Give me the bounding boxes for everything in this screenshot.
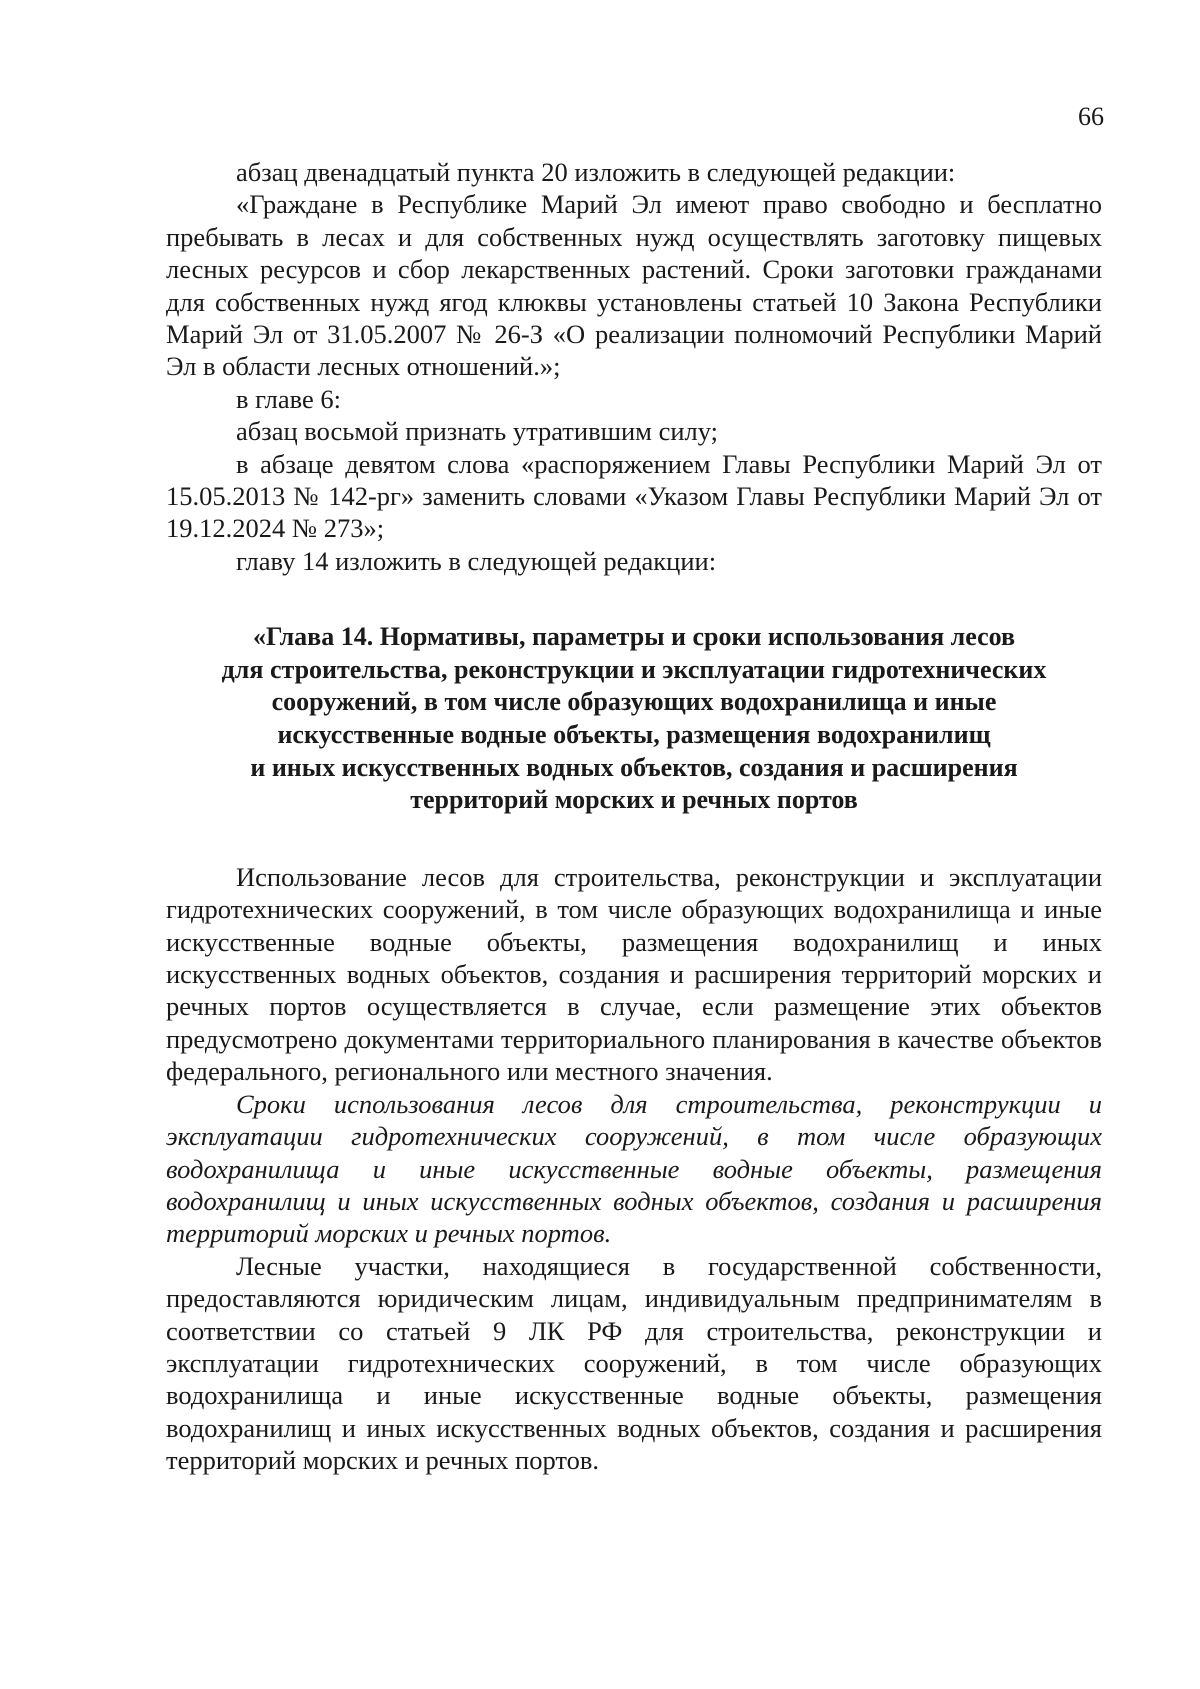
- chapter-heading-line: для строительства, реконструкции и эксплуатации гидротехнических: [221, 654, 1047, 684]
- paragraph-use-terms: Сроки использования лесов для строительства, реконструкции и эксплуатации гидротехнических сооружений, в том числе образующих водохранилища и иные искусственные водные объекты, размещения водохранилищ и иных искусственных водных объектов, создания и расширения территорий морских и речных портов.: [166, 1088, 1102, 1249]
- paragraph-eighth-invalid: абзац восьмой признать утратившим силу;: [236, 416, 718, 447]
- chapter-heading-line: сооружений, в том числе образующих водохранилища и иные: [271, 687, 997, 717]
- paragraph-ninth-replace: в абзаце девятом слова «распоряжением Главы Республики Марий Эл от 15.05.2013 № 142-рг» заменить словами «Указом Главы Республики Марий Эл от 19.12.2024 № 273»;: [166, 448, 1102, 544]
- paragraph-forest-plots: Лесные участки, находящиеся в государственной собственности, предоставляются юридическим лицам, индивидуальным предпринимателям в соответствии со статьей 9 ЛК РФ для строительства, реконструкции и эксплуатации гидротехнических сооружений, в том числе образующих водохранилища и иные искусственные водные объекты, размещения водохранилищ и иных искусственных водных объектов, создания и расширения территорий морских и речных портов.: [166, 1250, 1102, 1476]
- chapter-heading-line: «Глава 14. Нормативы, параметры и сроки использования лесов: [252, 622, 1016, 652]
- chapter-heading-line: территорий морских и речных портов: [410, 785, 858, 815]
- page-number: 66: [1078, 102, 1104, 131]
- paragraph-citizens-rights: «Граждане в Республике Марий Эл имеют право свободно и бесплатно пребывать в лесах и для собственных нужд осуществлять заготовку пищевых лесных ресурсов и сбор лекарственных растений. Сроки заготовки гражданами для собственных нужд ягод клюквы установлены статьей 10 Закона Республики Марий Эл от 31.05.2007 № 26-З «О реализации полномочий Республики Марий Эл в области лесных отношений.»;: [166, 189, 1102, 382]
- chapter-14-body: [166, 861, 1102, 1477]
- chapter-heading-line: и иных искусственных водных объектов, создания и расширения: [250, 752, 1018, 782]
- paragraph-chapter-6: в главе 6:: [236, 383, 342, 414]
- paragraph-forest-use: Использование лесов для строительства, реконструкции и эксплуатации гидротехнических сооружений, в том числе образующих водохранилища и иные искусственные водные объекты, размещения водохранилищ и иных искусственных водных объектов, создания и расширения территорий морских и речных портов осуществляется в случае, если размещение этих объектов предусмотрено документами территориального планирования в качестве объектов федерального, регионального или местного значения.: [166, 861, 1102, 1087]
- chapter-heading-line: искусственные водные объекты, размещения водохранилищ: [277, 720, 991, 750]
- document-content: [166, 156, 1102, 1477]
- paragraph-amend-item-20: абзац двенадцатый пункта 20 изложить в следующей редакции:: [236, 157, 956, 187]
- chapter-14-heading: [166, 621, 1102, 817]
- paragraph-chapter-14-amend: главу 14 изложить в следующей редакции:: [236, 545, 717, 576]
